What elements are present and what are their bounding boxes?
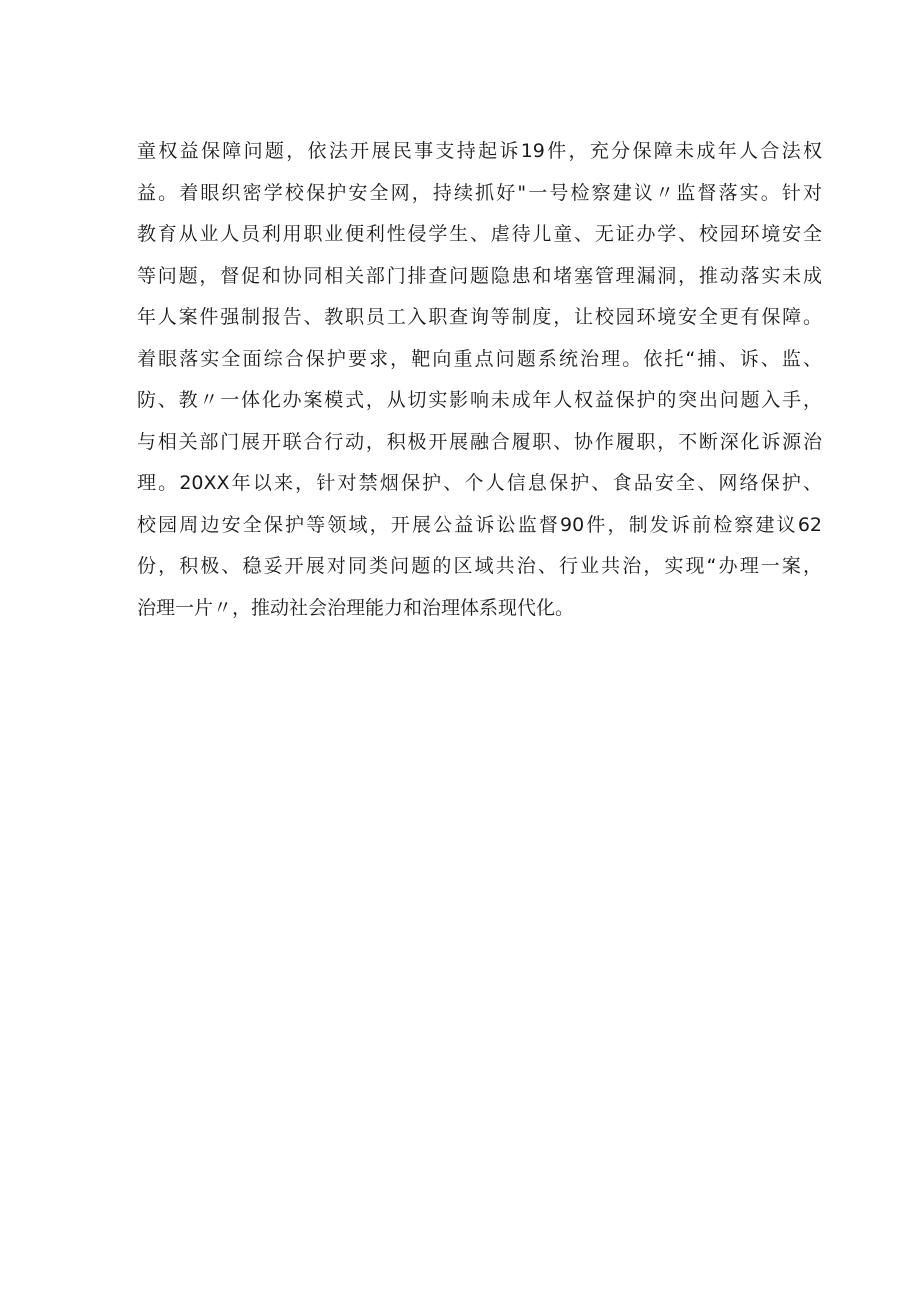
paragraph-line-10: 校园周边安全保护等领域，开展公益诉讼监督90件，制发诉前检察建议62 <box>137 513 822 536</box>
paragraph-line-3: 教育从业人员利用职业便利性侵学生、虐待儿童、无证办学、校园环境安全 <box>137 223 822 245</box>
body-paragraph <box>137 131 837 629</box>
paragraph-line-9: 理。20XX年以来，针对禁烟保护、个人信息保护、食品安全、网络保护、 <box>137 472 822 494</box>
paragraph-line-2: 益。着眼织密学校保护安全网，持续抓好"一号检察建议〃监督落实。针对 <box>137 181 822 204</box>
paragraph-line-11: 份，积极、稳妥开展对同类问题的区域共治、行业共治，实现“办理一案， <box>137 555 822 577</box>
paragraph-line-12: 治理一片〃，推动社会治理能力和治理体系现代化。 <box>137 596 575 619</box>
paragraph-line-5: 年人案件强制报告、教职员工入职查询等制度，让校园环境安全更有保障。 <box>137 306 822 328</box>
paragraph-line-7: 防、教〃一体化办案模式，从切实影响未成年人权益保护的突出问题入手， <box>137 389 822 411</box>
paragraph-line-8: 与相关部门展开联合行动，积极开展融合履职、协作履职，不断深化诉源治 <box>137 430 822 453</box>
paragraph-line-4: 等问题，督促和协同相关部门排查问题隐患和堵塞管理漏洞，推动落实未成 <box>137 264 822 287</box>
paragraph-line-6: 着眼落实全面综合保护要求，靶向重点问题系统治理。依托“捕、诉、监、 <box>137 347 822 370</box>
paragraph-line-1: 童权益保障问题，依法开展民事支持起诉19件，充分保障未成年人合法权 <box>137 140 822 162</box>
